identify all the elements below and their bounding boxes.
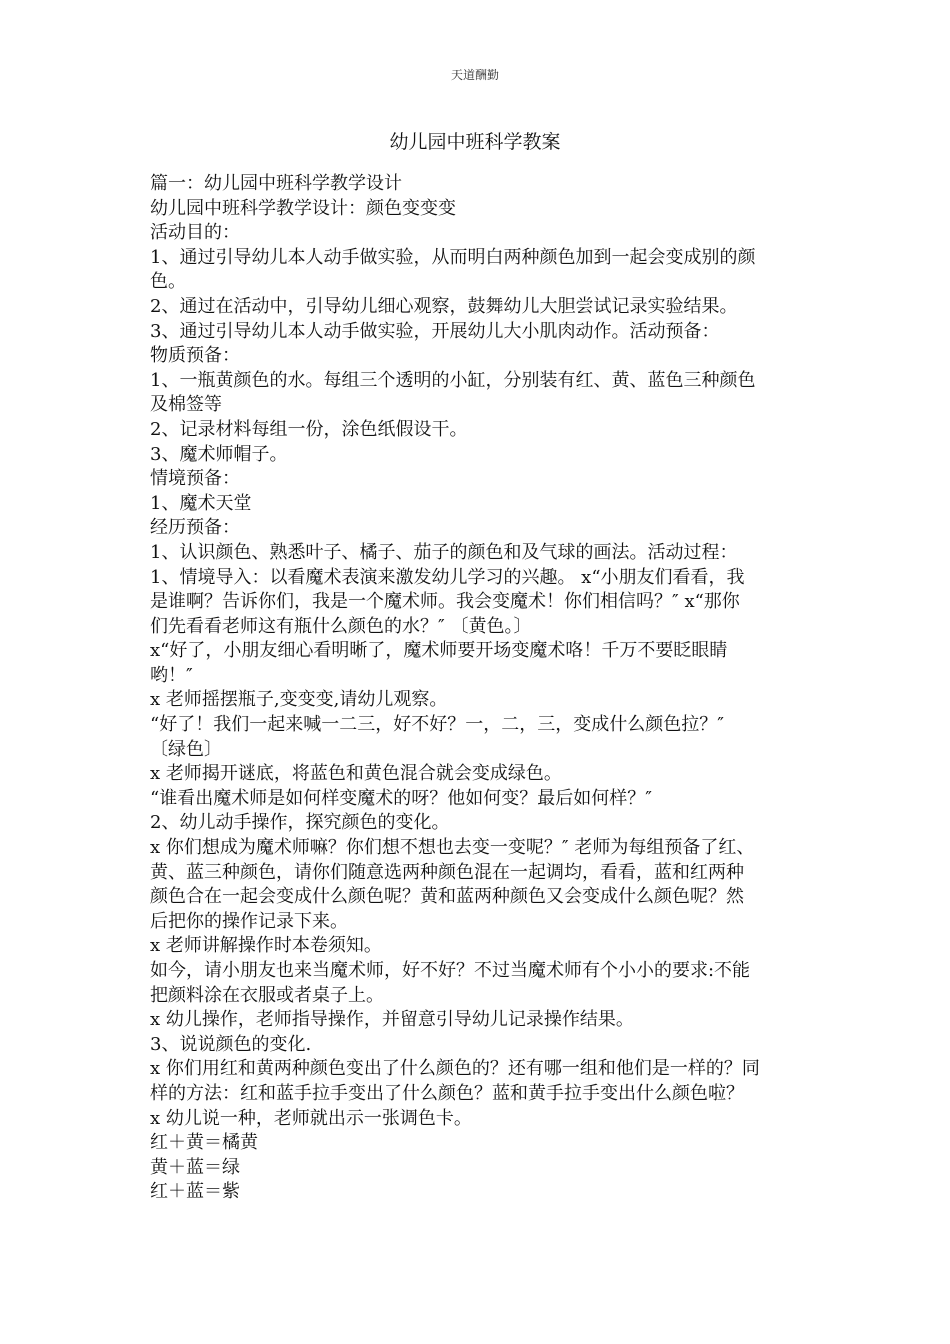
body-line: 样的方法：红和蓝手拉手变出了什么颜色？蓝和黄手拉手变出什么颜色啦？ [150, 1082, 744, 1104]
body-line: 把颜料涂在衣服或者桌子上。 [150, 984, 384, 1006]
body-line: 2、记录材料每组一份，涂色纸假设干。 [150, 418, 468, 440]
body-line: 后把你的操作记录下来。 [150, 910, 348, 932]
body-line: x 你们想成为魔术师嘛？你们想不想也去变一变呢？″ 老师为每组预备了红、 [150, 837, 755, 859]
body-line: x 幼儿说一种，老师就出示一张调色卡。 [150, 1107, 472, 1129]
body-line: 黄＋蓝＝绿 [150, 1156, 240, 1178]
body-line: x“好了，小朋友细心看明晰了，魔术师要开场变魔术咯！千万不要眨眼睛 [150, 640, 728, 662]
body-line: 哟！″ [150, 664, 193, 686]
body-line: 物质预备： [150, 345, 240, 367]
body-line: x 幼儿操作，老师指导操作，并留意引导幼儿记录操作结果。 [150, 1009, 634, 1031]
document-body [150, 172, 800, 1205]
body-line: 活动目的： [150, 222, 240, 244]
body-line: 1、魔术天堂 [150, 492, 252, 514]
body-line: 3、通过引导幼儿本人动手做实验，开展幼儿大小肌肉动作。活动预备： [150, 320, 720, 342]
body-line: 黄、蓝三种颜色，请你们随意选两种颜色混在一起调均，看看，蓝和红两种 [150, 861, 744, 883]
body-line: 颜色合在一起会变成什么颜色呢？黄和蓝两种颜色又会变成什么颜色呢？然 [150, 886, 744, 908]
body-line: 篇一：幼儿园中班科学教学设计 [150, 173, 402, 194]
page-header: 天道酬勤 [450, 68, 499, 82]
body-line: 红＋黄＝橘黄 [150, 1132, 258, 1154]
body-line: 1、认识颜色、熟悉叶子、橘子、茄子的颜色和及气球的画法。活动过程： [150, 541, 738, 563]
body-line: 2、通过在活动中，引导幼儿细心观察，鼓舞幼儿大胆尝试记录实验结果。 [150, 295, 738, 317]
body-line: 1、通过引导幼儿本人动手做实验，从而明白两种颜色加到一起会变成别的颜 [150, 246, 756, 268]
body-line: 色。 [150, 271, 186, 293]
body-line: x 你们用红和黄两种颜色变出了什么颜色的？还有哪一组和他们是一样的？同 [150, 1058, 760, 1080]
body-line: 3、说说颜色的变化. [150, 1033, 312, 1055]
body-line: “好了！我们一起来喊一二三，好不好？一，二，三，变成什么颜色拉？″ [150, 714, 724, 736]
body-line: 1、一瓶黄颜色的水。每组三个透明的小缸，分别装有红、黄、蓝色三种颜色 [150, 369, 756, 391]
body-line: x 老师揭开谜底，将蓝色和黄色混合就会变成绿色。 [150, 763, 562, 785]
body-line: 2、幼儿动手操作，探究颜色的变化。 [150, 812, 450, 834]
body-line: 如今，请小朋友也来当魔术师，好不好？不过当魔术师有个小小的要求:不能 [150, 960, 751, 981]
body-line: 们先看看老师这有瓶什么颜色的水？″ 〔黄色。〕 [150, 615, 532, 637]
body-line: x 老师讲解操作时本卷须知。 [150, 935, 382, 957]
body-line: 经历预备： [150, 517, 240, 539]
body-line: 幼儿园中班科学教学设计：颜色变变变 [150, 197, 456, 219]
body-line: “谁看出魔术师是如何样变魔术的呀？他如何变？最后如何样？″ [150, 787, 652, 809]
document-title: 幼儿园中班科学教案 [389, 131, 561, 153]
body-line: 1、情境导入：以看魔术表演来激发幼儿学习的兴趣。 x“小朋友们看看，我 [150, 566, 745, 588]
body-line: 情境预备： [150, 468, 240, 490]
body-line: 是谁啊？告诉你们，我是一个魔术师。我会变魔术！你们相信吗？″ x“那你 [150, 591, 740, 613]
body-line: 3、魔术师帽子。 [150, 443, 288, 465]
body-line: 及棉签等 [150, 394, 222, 416]
body-line: x 老师摇摆瓶子,变变变,请幼儿观察。 [150, 689, 448, 711]
body-line: 红＋蓝＝紫 [150, 1181, 240, 1203]
body-line: 〔绿色〕 [150, 738, 222, 760]
